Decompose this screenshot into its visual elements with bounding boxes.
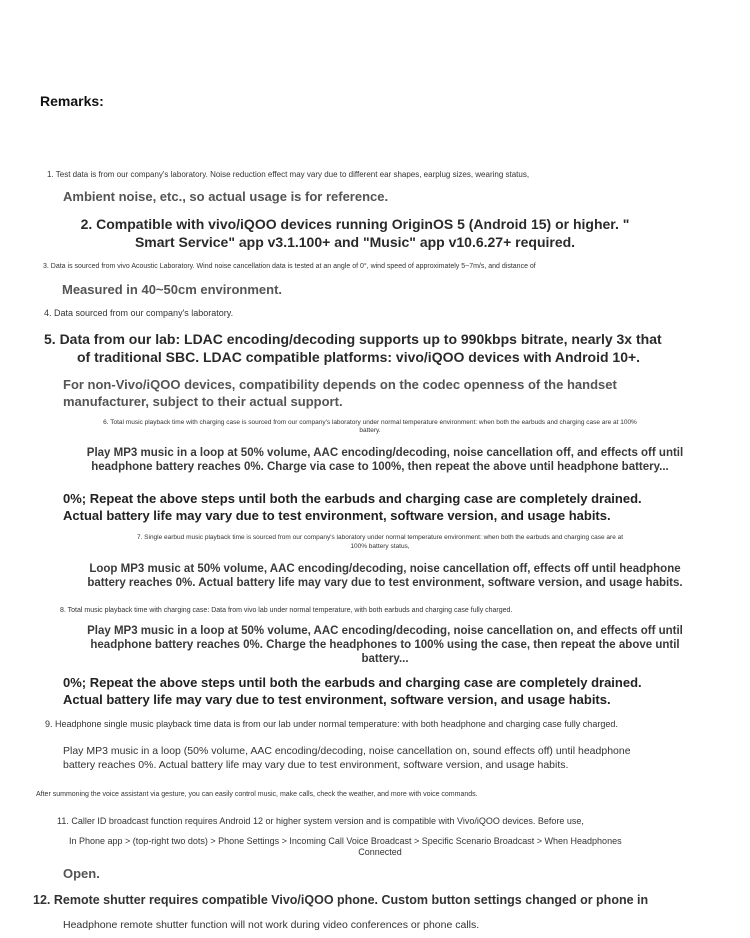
remark-11-line-2: In Phone app > (top-right two dots) > Phone Settings > Incoming Call Voice Broadcast > Specific Scenario Broadcast > When Headphones — [69, 836, 622, 846]
remark-11-line-4: Open. — [63, 866, 100, 881]
remark-5-line-1: 5. Data from our lab: LDAC encoding/decoding supports up to 990kbps bitrate, nearly 3x that — [44, 331, 662, 347]
remark-8-line-4: battery... — [361, 653, 409, 665]
remark-2-line-1: 2. Compatible with vivo/iQOO devices running OriginOS 5 (Android 15) or higher. " — [80, 216, 630, 232]
remark-1-line-1: 1. Test data is from our company's laboratory. Noise reduction effect may vary due to different ear shapes, earplug sizes, wearing status, — [47, 170, 530, 179]
remark-9-line-3: battery reaches 0%. Actual battery life may vary due to test environment, software version, and usage habits. — [63, 759, 569, 771]
remark-7-line-4: battery reaches 0%. Actual battery life may vary due to test environment, software version, and usage habits. — [87, 577, 683, 589]
remark-6-line-2: battery. — [359, 427, 381, 434]
remark-8-line-6: Actual battery life may vary due to test environment, software version, and usage habits. — [63, 692, 611, 707]
remark-12-line-1: 12. Remote shutter requires compatible Vivo/iQOO phone. Custom button settings changed or phone in — [33, 893, 649, 907]
remark-10: After summoning the voice assistant via gesture, you can easily control music, make calls, check the weather, and more with voice commands. — [36, 791, 478, 798]
remark-8-line-1: 8. Total music playback time with charging case: Data from vivo lab under normal temperature, with both earbuds and charging case fully charged. — [60, 607, 513, 614]
remark-9-line-2: Play MP3 music in a loop (50% volume, AAC encoding/decoding, noise cancellation on, sound effects off) until headphone — [63, 745, 631, 757]
remark-11-line-1: 11. Caller ID broadcast function requires Android 12 or higher system version and is compatible with Vivo/iQOO devices. Before use, — [57, 816, 584, 826]
remark-8-line-5: 0%; Repeat the above steps until both the earbuds and charging case are completely drained. — [63, 675, 642, 690]
remark-8-line-2: Play MP3 music in a loop at 50% volume, AAC encoding/decoding, noise cancellation on, and effects off until — [87, 625, 683, 637]
remarks-heading: Remarks: — [40, 93, 104, 109]
remark-11-line-3: Connected — [358, 847, 402, 857]
remark-5-line-4: manufacturer, subject to their actual support. — [63, 394, 343, 409]
remark-7-line-1: 7. Single earbud music playback time is sourced from our company's laboratory under normal temperature environment: when both the earbuds and charging case are at — [136, 534, 624, 541]
remark-6-line-5: 0%; Repeat the above steps until both the earbuds and charging case are completely drained. — [63, 491, 642, 506]
remark-3-line-2: Measured in 40~50cm environment. — [62, 282, 283, 297]
remark-7-line-2: 100% battery status, — [350, 543, 410, 550]
remark-8-line-3: headphone battery reaches 0%. Charge the headphones to 100% using the case, then repeat the above until — [90, 639, 680, 651]
remark-5-line-3: For non-Vivo/iQOO devices, compatibility depends on the codec openness of the handset — [63, 377, 617, 392]
remark-6-line-1: 6. Total music playback time with charging case is sourced from our company's laboratory under normal temperature environment: when both the earbuds and charging case are at 100% — [103, 419, 637, 426]
remark-12-line-2: Headphone remote shutter function will not work during video conferences or phone calls. — [63, 919, 480, 931]
remark-6-line-3: Play MP3 music in a loop at 50% volume, AAC encoding/decoding, noise cancellation off, and effects off until — [86, 447, 684, 459]
remark-9-line-1: 9. Headphone single music playback time data is from our lab under normal temperature: with both headphone and charging case fully charged. — [45, 719, 618, 729]
remark-4: 4. Data sourced from our company's laboratory. — [44, 308, 234, 318]
remark-3-line-1: 3. Data is sourced from vivo Acoustic Laboratory. Wind noise cancellation data is tested at an angle of 0°, wind speed of approximately 5~7m/s, and distance of — [43, 263, 536, 270]
remark-1-line-2: Ambient noise, etc., so actual usage is for reference. — [63, 189, 389, 204]
remark-2-line-2: Smart Service" app v3.1.100+ and "Music" app v10.6.27+ required. — [134, 234, 576, 250]
remark-6-line-6: Actual battery life may vary due to test environment, software version, and usage habits. — [63, 508, 611, 523]
remark-7-line-3: Loop MP3 music at 50% volume, AAC encoding/decoding, noise cancellation off, effects off until headphone — [89, 563, 681, 575]
remark-6-line-4: headphone battery reaches 0%. Charge via case to 100%, then repeat the above until headphone battery... — [91, 461, 669, 473]
remark-5-line-2: of traditional SBC. LDAC compatible platforms: vivo/iQOO devices with Android 10+. — [77, 349, 641, 365]
